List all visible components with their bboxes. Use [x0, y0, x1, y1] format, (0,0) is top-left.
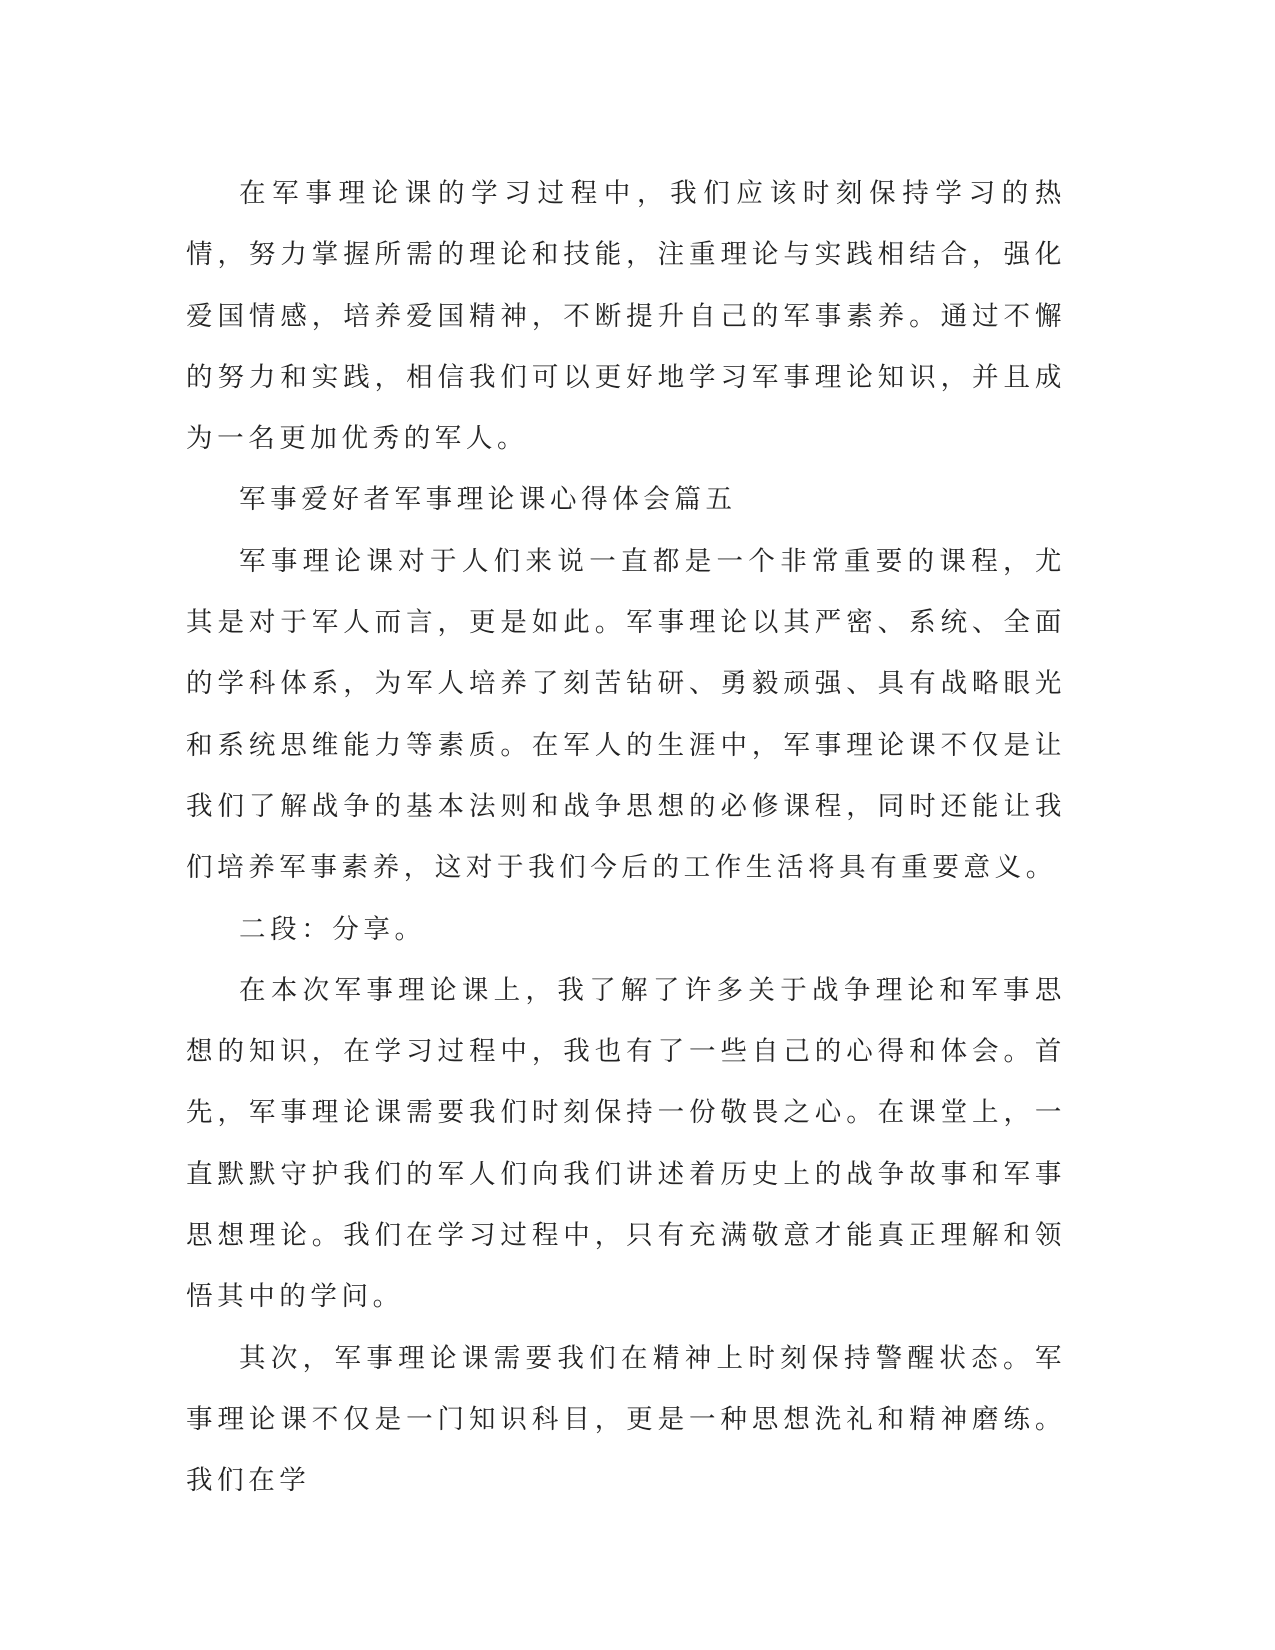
body-paragraph: 在本次军事理论课上，我了解了许多关于战争理论和军事思想的知识，在学习过程中，我也有了一些自己的心得和体会。首先，军事理论课需要我们时刻保持一份敬畏之心。在课堂上，一直默默守护我们的军人们向我们讲述着历史上的战争故事和军事思想理论。我们在学习过程中，只有充满敬意才能真正理解和领悟其中的学问。: [186, 974, 1066, 1313]
subsection-heading: 二段：分享。: [239, 913, 426, 945]
body-paragraph: 在军事理论课的学习过程中，我们应该时刻保持学习的热情，努力掌握所需的理论和技能，注重理论与实践相结合，强化爱国情感，培养爱国精神，不断提升自己的军事素养。通过不懈的努力和实践，相信我们可以更好地学习军事理论知识，并且成为一名更加优秀的军人。: [186, 178, 1066, 455]
section-heading: 军事爱好者军事理论课心得体会篇五: [239, 484, 737, 516]
body-paragraph: 军事理论课对于人们来说一直都是一个非常重要的课程，尤其是对于军人而言，更是如此。军事理论以其严密、系统、全面的学科体系，为军人培养了刻苦钻研、勇毅顽强、具有战略眼光和系统思维能力等素质。在军人的生涯中，军事理论课不仅是让我们了解战争的基本法则和战争思想的必修课程，同时还能让我们培养军事素养，这对于我们今后的工作生活将具有重要意义。: [186, 545, 1066, 884]
body-paragraph: 其次，军事理论课需要我们在精神上时刻保持警醒状态。军事理论课不仅是一门知识科目，更是一种思想洗礼和精神磨练。我们在学: [186, 1342, 1066, 1497]
document-body: [186, 163, 1066, 1512]
